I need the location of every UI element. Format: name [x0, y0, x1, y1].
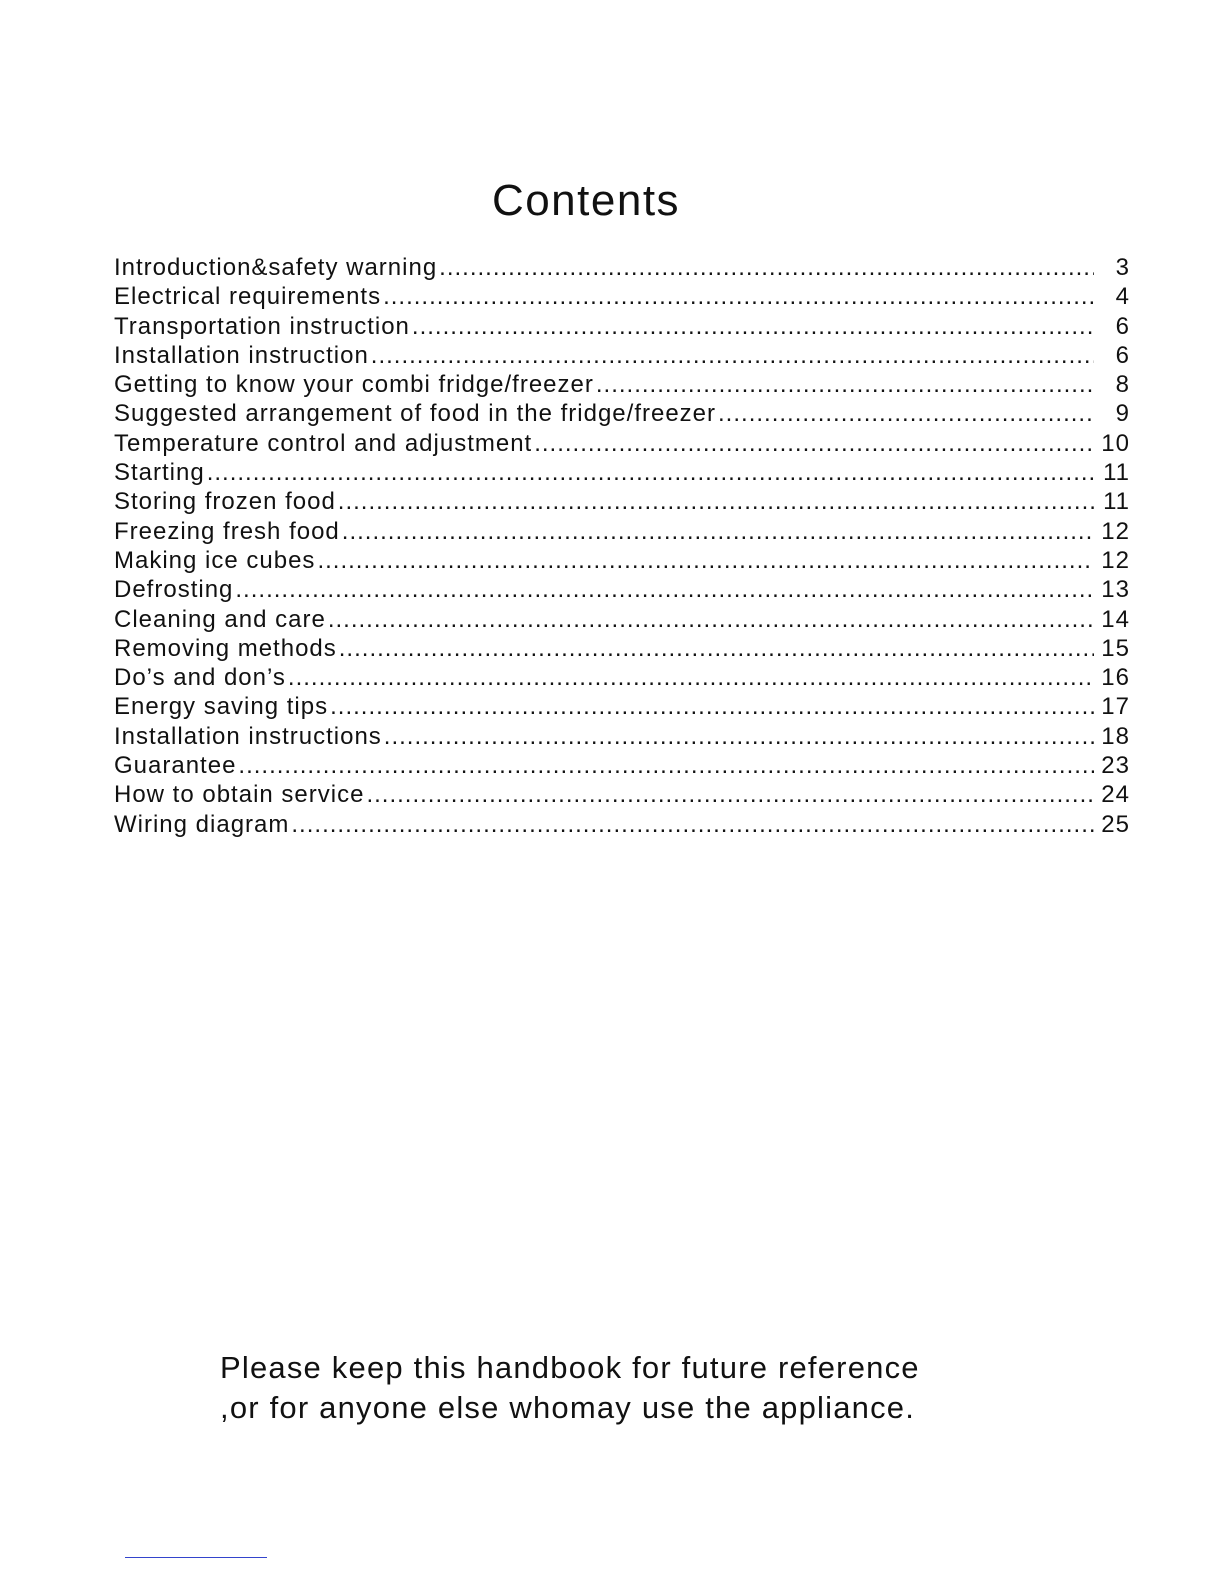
toc-leader-dots — [317, 547, 1094, 575]
toc-entry-label: Removing methods — [114, 634, 337, 662]
toc-entry — [114, 811, 1130, 840]
toc-leader-dots — [339, 635, 1094, 663]
toc-leader-dots — [235, 576, 1094, 604]
toc-entry-label: Transportation instruction — [114, 312, 410, 340]
toc-entry-page: 6 — [1115, 341, 1130, 369]
toc-entry — [114, 723, 1130, 752]
toc-entry-page: 9 — [1115, 400, 1130, 428]
toc-entry — [114, 752, 1130, 781]
handbook-note — [220, 1348, 1040, 1428]
toc-entry — [114, 342, 1130, 371]
toc-entry — [114, 664, 1130, 693]
toc-leader-dots — [238, 752, 1094, 780]
toc-entry-label: Electrical requirements — [114, 283, 382, 311]
toc-leader-dots — [439, 254, 1094, 282]
toc-entry — [114, 459, 1130, 488]
table-of-contents — [114, 254, 1130, 840]
toc-leader-dots — [342, 518, 1094, 546]
toc-entry-label: How to obtain service — [114, 781, 365, 809]
toc-entry-page: 23 — [1101, 752, 1130, 780]
toc-entry-label: Freezing fresh food — [114, 517, 340, 545]
toc-entry-page: 12 — [1101, 546, 1130, 574]
toc-leader-dots — [371, 342, 1094, 370]
toc-entry-page: 12 — [1101, 517, 1130, 545]
toc-entry-page: 6 — [1115, 312, 1130, 340]
toc-entry — [114, 576, 1130, 605]
toc-entry-label: Starting — [114, 459, 205, 487]
toc-entry-label: Wiring diagram — [114, 810, 290, 838]
toc-entry — [114, 547, 1130, 576]
toc-entry — [114, 781, 1130, 810]
toc-entry-label: Guarantee — [114, 752, 237, 780]
toc-entry-page: 11 — [1103, 488, 1130, 516]
toc-entry-label: Installation instruction — [114, 341, 369, 369]
toc-leader-dots — [383, 283, 1094, 311]
toc-entry — [114, 313, 1130, 342]
toc-entry — [114, 371, 1130, 400]
toc-entry — [114, 693, 1130, 722]
toc-entry-label: Installation instructions — [114, 722, 382, 750]
toc-leader-dots — [328, 606, 1094, 634]
toc-leader-dots — [718, 400, 1094, 428]
toc-entry-page: 10 — [1101, 429, 1130, 457]
toc-entry-label: Making ice cubes — [114, 546, 316, 574]
toc-entry-label: Defrosting — [114, 576, 234, 604]
toc-entry — [114, 430, 1130, 459]
toc-entry-label: Suggested arrangement of food in the fridge/freezer — [114, 400, 717, 428]
toc-entry-label: Getting to know your combi fridge/freezer — [114, 371, 594, 399]
toc-entry-page: 24 — [1101, 781, 1130, 809]
toc-entry-page: 13 — [1101, 576, 1130, 604]
toc-leader-dots — [338, 488, 1094, 516]
toc-entry-page: 3 — [1115, 254, 1130, 281]
toc-entry-page: 17 — [1101, 693, 1130, 721]
toc-leader-dots — [412, 313, 1094, 341]
toc-leader-dots — [366, 781, 1094, 809]
toc-entry-label: Do’s and don’s — [114, 664, 286, 692]
toc-leader-dots — [384, 723, 1094, 751]
toc-entry — [114, 488, 1130, 517]
handbook-note-line-1: Please keep this handbook for future reference — [220, 1350, 920, 1385]
toc-entry-label: Introduction&safety warning — [114, 254, 438, 281]
toc-entry-page: 25 — [1101, 810, 1130, 838]
page-title: Contents — [491, 176, 681, 225]
toc-entry-label: Cleaning and care — [114, 605, 326, 633]
footer-rule — [125, 1557, 267, 1558]
toc-entry-page: 18 — [1101, 722, 1130, 750]
toc-entry-label: Storing frozen food — [114, 488, 336, 516]
handbook-note-line-2: ,or for anyone else whomay use the appliance. — [220, 1390, 916, 1425]
toc-entry — [114, 400, 1130, 429]
toc-entry-page: 11 — [1103, 459, 1130, 487]
toc-entry — [114, 606, 1130, 635]
toc-entry-page: 4 — [1115, 283, 1130, 311]
toc-entry-page: 16 — [1101, 664, 1130, 692]
toc-leader-dots — [291, 811, 1094, 839]
toc-entry-page: 15 — [1101, 634, 1130, 662]
toc-entry — [114, 254, 1130, 283]
toc-leader-dots — [596, 371, 1094, 399]
toc-entry — [114, 635, 1130, 664]
toc-leader-dots — [207, 459, 1094, 487]
toc-leader-dots — [288, 664, 1094, 692]
toc-leader-dots — [330, 693, 1094, 721]
toc-leader-dots — [534, 430, 1094, 458]
toc-entry-label: Energy saving tips — [114, 693, 329, 721]
toc-entry-page: 14 — [1101, 605, 1130, 633]
toc-entry — [114, 283, 1130, 312]
toc-entry-label: Temperature control and adjustment — [114, 429, 533, 457]
toc-entry-page: 8 — [1115, 371, 1130, 399]
toc-entry — [114, 518, 1130, 547]
